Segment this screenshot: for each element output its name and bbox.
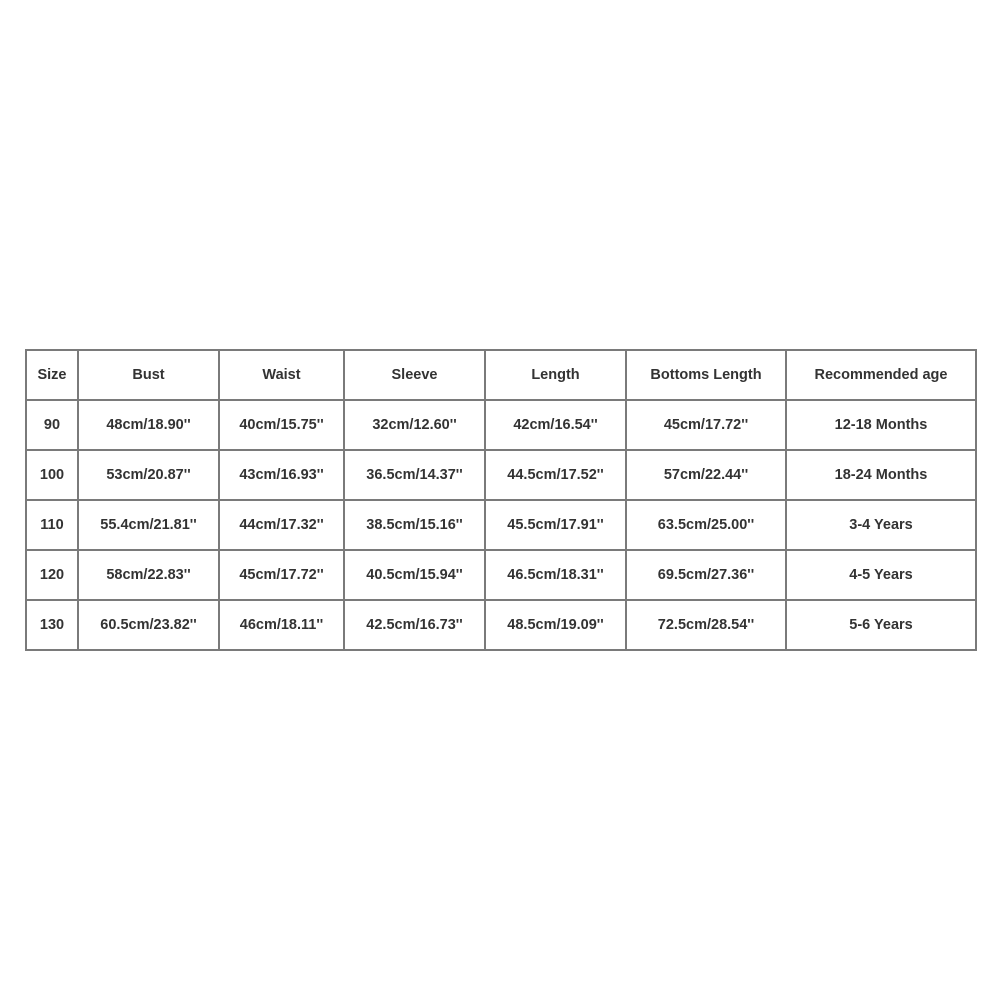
cell-bottoms-length: 45cm/17.72'' bbox=[626, 400, 786, 450]
cell-waist: 40cm/15.75'' bbox=[219, 400, 344, 450]
cell-size: 110 bbox=[26, 500, 78, 550]
cell-recommended-age: 5-6 Years bbox=[786, 600, 976, 650]
cell-bust: 58cm/22.83'' bbox=[78, 550, 219, 600]
cell-length: 48.5cm/19.09'' bbox=[485, 600, 626, 650]
cell-sleeve: 38.5cm/15.16'' bbox=[344, 500, 485, 550]
table-row bbox=[26, 450, 976, 500]
cell-size: 120 bbox=[26, 550, 78, 600]
table-row bbox=[26, 500, 976, 550]
cell-recommended-age: 18-24 Months bbox=[786, 450, 976, 500]
cell-sleeve: 36.5cm/14.37'' bbox=[344, 450, 485, 500]
cell-recommended-age: 3-4 Years bbox=[786, 500, 976, 550]
cell-size: 100 bbox=[26, 450, 78, 500]
cell-waist: 44cm/17.32'' bbox=[219, 500, 344, 550]
cell-length: 42cm/16.54'' bbox=[485, 400, 626, 450]
cell-bust: 60.5cm/23.82'' bbox=[78, 600, 219, 650]
size-chart-table bbox=[25, 349, 977, 651]
cell-bottoms-length: 69.5cm/27.36'' bbox=[626, 550, 786, 600]
cell-bottoms-length: 63.5cm/25.00'' bbox=[626, 500, 786, 550]
cell-sleeve: 32cm/12.60'' bbox=[344, 400, 485, 450]
header-waist: Waist bbox=[219, 350, 344, 400]
header-size: Size bbox=[26, 350, 78, 400]
cell-bust: 48cm/18.90'' bbox=[78, 400, 219, 450]
header-bust: Bust bbox=[78, 350, 219, 400]
cell-waist: 45cm/17.72'' bbox=[219, 550, 344, 600]
header-length: Length bbox=[485, 350, 626, 400]
cell-length: 44.5cm/17.52'' bbox=[485, 450, 626, 500]
cell-bust: 55.4cm/21.81'' bbox=[78, 500, 219, 550]
cell-waist: 43cm/16.93'' bbox=[219, 450, 344, 500]
cell-waist: 46cm/18.11'' bbox=[219, 600, 344, 650]
table-row bbox=[26, 400, 976, 450]
header-bottoms-length: Bottoms Length bbox=[626, 350, 786, 400]
table-row bbox=[26, 550, 976, 600]
cell-recommended-age: 4-5 Years bbox=[786, 550, 976, 600]
cell-length: 46.5cm/18.31'' bbox=[485, 550, 626, 600]
header-sleeve: Sleeve bbox=[344, 350, 485, 400]
cell-bust: 53cm/20.87'' bbox=[78, 450, 219, 500]
table-row bbox=[26, 600, 976, 650]
cell-size: 90 bbox=[26, 400, 78, 450]
cell-recommended-age: 12-18 Months bbox=[786, 400, 976, 450]
cell-bottoms-length: 72.5cm/28.54'' bbox=[626, 600, 786, 650]
cell-sleeve: 42.5cm/16.73'' bbox=[344, 600, 485, 650]
cell-sleeve: 40.5cm/15.94'' bbox=[344, 550, 485, 600]
cell-bottoms-length: 57cm/22.44'' bbox=[626, 450, 786, 500]
cell-length: 45.5cm/17.91'' bbox=[485, 500, 626, 550]
header-row bbox=[26, 350, 976, 400]
header-recommended-age: Recommended age bbox=[786, 350, 976, 400]
cell-size: 130 bbox=[26, 600, 78, 650]
